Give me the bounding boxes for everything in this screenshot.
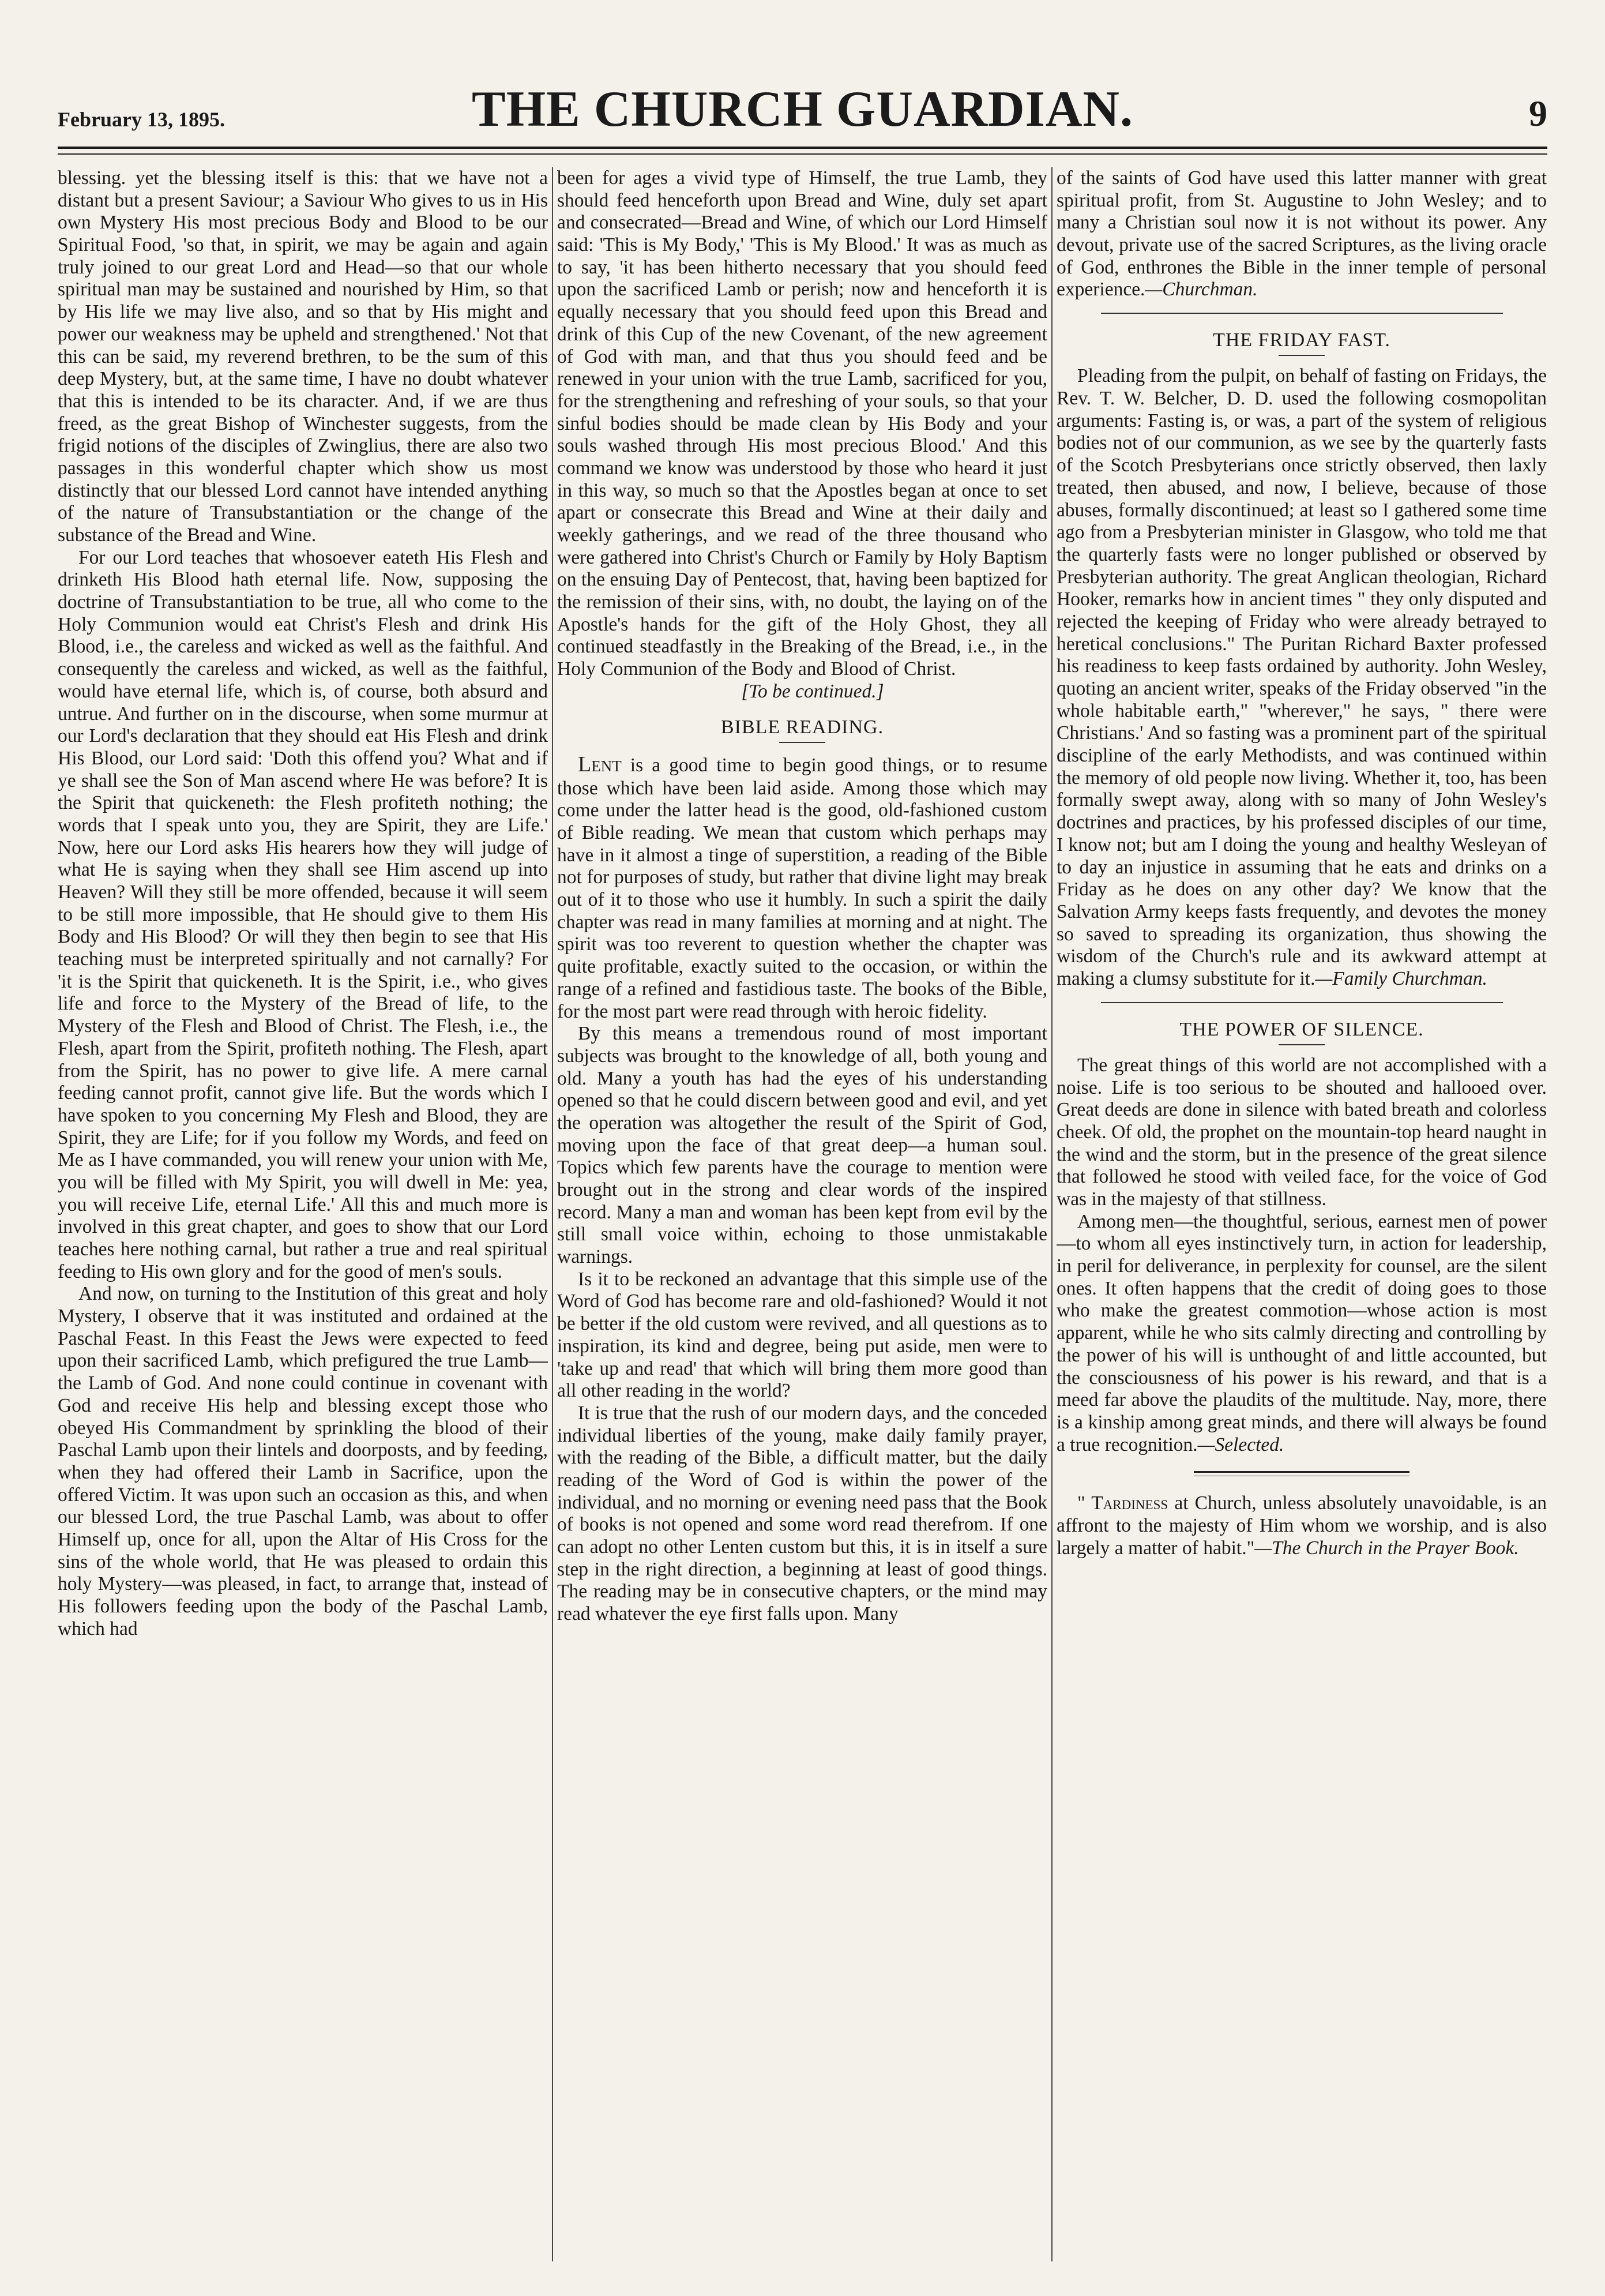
paragraph: Pleading from the pulpit, on behalf of fasting on Fridays, the Rev. T. W. Belcher, D. D. used the following cosmopolitan arguments: Fasting is, or was, a part of the system of religious bodies not of our communion, as we see by the quarterly fasts of the Scotch Presbyterians once strictly observed, then laxly treated, then abused, and now, I believe, because of those abuses, formally discontinued; at least so I gathered some time ago from a Presbyterian minister in Glasgow, who told me that the quarterly fasts were no longer published or observed by Presbyterian authority. The great Anglican theologian, Richard Hooker, remarks how in ancient times " they only disputed and rejected the keeping of Friday who were already betrayed to heretical conclusions." The Puritan Richard Baxter professed his readiness to keep fasts ordained by authority. John Wesley, quoting an ancient writer, speaks of the Friday observed "in the whole habitable earth," "wherever," he says, " there were Christians.' And so fasting was a prominent part of the spiritual discipline of the early Methodists, and was continued within the memory of old people now living. Whether it, too, has been formally swept away, along with so many of John Wesley's doctrines and practices, by his professed disciples of our time, I know not; but am I doing the young and healthy Wesleyan of to day an injustice in assuming that he eats and drinks on a Friday as he does on any other day? We know that the Salvation Army keeps fasts frequently, and devotes the money so saved to spreading its organization, thus showing the wisdom of the Church's rule and its awkward attempt at making a clumsy substitute for it. (1057, 365, 1547, 989)
column-divider (1047, 167, 1057, 2261)
double-rule (1194, 1471, 1409, 1476)
column-3 (1057, 167, 1547, 2261)
source-attribution: —Churchman. (1145, 279, 1258, 301)
paragraph: Is it to be reckoned an advantage that this simple use of the Word of God has become rare and old-fashioned? Would it not be better if the old custom were revived, and all questions as to inspiration, its kind and degree, being put aside, men were to 'take up and read' that which will bring them more good than all other reading in the world? (557, 1268, 1047, 1402)
paragraph: By this means a tremendous round of most important subjects was brought to the knowledge of all, both young and old. Many a youth has had the eyes of his understanding opened so that he could discern between good and evil, and yet the operation was altogether the result of the Spirit of God, moving upon the face of that great deep—a human soul. Topics which few parents have the courage to mention were brought out in the strong and clear words of the inspired record. Many a man and woman has been kept from evil by the still small voice within, echoing to those unmistakable warnings. (557, 1023, 1047, 1268)
section-title-friday-fast: THE FRIDAY FAST. (1213, 329, 1390, 351)
title-rule (779, 742, 825, 743)
newspaper-title: THE CHURCH GUARDIAN. (472, 81, 1133, 137)
paragraph: And now, on turning to the Institution of this great and holy Mystery, I observe that it was instituted and ordained at the Paschal Feast. In this Feast the Jews were expected to feed upon their sacrificed Lamb, which prefigured the true Lamb—the Lamb of God. And none could continue in covenant with God and receive His help and blessing except those who obeyed His Commandment by sprinkling the blood of their Paschal Lamb upon their lintels and doorposts, and by feeding, when they had offered their Lamb in Sacrifice, upon the offered Victim. It was upon such an occasion as this, and when our blessed Lord, the true Paschal Lamb, was about to offer Himself up, once for all, upon the Altar of His Cross for the sins of the whole world, that He was pleased to ordain this holy Mystery—was pleased, in fact, to arrange that, instead of His followers feeding upon the body of the Paschal Lamb, which had (58, 1283, 548, 1640)
source-attribution: —The Church in the Prayer Book. (1254, 1537, 1519, 1559)
masthead-rule-thin (58, 153, 1547, 155)
paragraph: at Church, unless absolutely unavoidable, is an affront to the majesty of Him whom we worship, and is also largely a matter of habit." (1057, 1492, 1547, 1559)
column-2 (557, 167, 1047, 2261)
title-rule (1279, 1044, 1325, 1045)
section-rule (1101, 1002, 1503, 1003)
paragraph: The great things of this world are not accomplished with a noise. Life is too serious to be shouted and hallooed over. Great deeds are done in silence with bated breath and colorless cheek. Of old, the prophet on the mountain-top heard naught in the wind and the storm, but in the presence of the great silence that followed he stood with veiled face, for the voice of God was in the majesty of that stillness. (1057, 1054, 1547, 1210)
section-title-power-of-silence: THE POWER OF SILENCE. (1179, 1018, 1424, 1040)
column-1 (58, 167, 548, 2261)
source-attribution: —Family Churchman. (1315, 967, 1487, 989)
page-number: 9 (1529, 93, 1547, 134)
paragraph: Among men—the thoughtful, serious, earnest men of power—to whom all eyes instinctively turn, in action for leadership, in peril for deliverance, in perplexity for counsel, are the silent ones. It often happens that the credit of doing goes to those who make the greatest commotion—whose action is most apparent, while he who sits calmly directing and controlling by the power of his will is unthought of and little accounted, but the consciousness of his power is his reward, and that is a meed far above the plaudits of the multitude. Nay, more, there is a kinship among great minds, and there will always be found a true recognition. (1057, 1210, 1547, 1455)
paragraph: of the saints of God have used this latter manner with great spiritual profit, from St. Augustine to John Wesley; and to many a Christian soul now it is not without its power. Any devout, private use of the sacred Scriptures, as the living oracle of God, enthrones the Bible in the inner temple of personal experience. (1057, 167, 1547, 301)
title-rule (1279, 355, 1325, 356)
masthead (58, 51, 1547, 155)
paragraph: is a good time to begin good things, or to resume those which have been laid aside. Among those which may come under the latter head is the good, old-fashioned custom of Bible reading. We mean that custom which perhaps may have in it almost a tinge of superstition, a reading of the Bible not for purposes of study, but rather that divine light may break out of it to those who use it humbly. In such a spirit the daily chapter was read in many families at morning and at night. The spirit was too reverent to question whether the chapter was quite profitable, exactly suited to the occasion, or within the range of a refined and fastidious taste. The books of the Bible, for the most part were read through with heroic fidelity. (557, 754, 1047, 1022)
lead-in-word: Lent (578, 752, 622, 776)
section-rule (1101, 313, 1503, 314)
column-divider (548, 167, 557, 2261)
lead-in-word: " Tardiness (1077, 1492, 1168, 1514)
article-columns (58, 167, 1547, 2261)
paragraph: blessing. yet the blessing itself is this: that we have not a distant but a present Saviour; a Saviour Who gives to us in His own Mystery His most precious Body and Blood to be our Spiritual Food, 'so that, in spirit, we may be again and again truly joined to our great Lord and Head—so that our whole spiritual man may be sustained and nourished by Him, so that by His life we may live also, and so that by His might and power our weakness may be upheld and strengthened.' Not that this can be said, my reverend brethren, to be the sum of this deep Mystery, but, at the same time, I have no doubt whatever that this is intended to be its character. And, if we are thus freed, as the great Bishop of Winchester suggests, from the frigid notions of the disciples of Zwinglius, there are also two passages in this wonderful chapter which show us most distinctly that our blessed Lord cannot have intended anything of the nature of Transubstantiation or the change of the substance of the Bread and Wine. (58, 167, 548, 546)
continued-note: [To be continued.] (741, 680, 884, 702)
paragraph: been for ages a vivid type of Himself, the true Lamb, they should feed henceforth upon Bread and Wine, duly set apart and consecrated—Bread and Wine, of which our Lord Himself said: 'This is My Body,' 'This is My Blood.' It was as much as to say, 'it has been hitherto necessary that you should feed upon the sacrificed Lamb or perish; now and henceforth it is equally necessary that you should feed upon this Bread and drink of this Cup of the new Covenant, of the new agreement of God with man, and that thus you should feed and be renewed in your union with the true Lamb, sacrificed for you, for the strengthening and refreshing of your souls, so that your sinful bodies should be made clean by His Body and your souls washed through His most precious Blood.' And this command we know was understood by those who heard it just in this way, so much so that the Apostles began at once to set apart or consecrate this Bread and Wine at their daily and weekly gatherings, and we read of the three thousand who were gathered into Christ's Church or Family by Holy Baptism on the ensuing Day of Pentecost, that, having been baptized for the remission of their sins, with, no doubt, the laying on of the Apostle's hands for the gift of the Holy Ghost, they all continued steadfastly in the Breaking of the Bread, i.e., in the Holy Communion of the Body and Blood of Christ. (557, 167, 1047, 680)
source-attribution: —Selected. (1197, 1434, 1284, 1455)
section-title-bible-reading: BIBLE READING. (720, 716, 884, 738)
issue-date: February 13, 1895. (58, 108, 225, 131)
paragraph: For our Lord teaches that whosoever eateth His Flesh and drinketh His Blood hath eternal life. Now, supposing the doctrine of Transubstantiation to be true, all who come to the Holy Communion would eat Christ's Flesh and drink His Blood, i.e., the careless and wicked as well as the faithful. And consequently the careless and wicked, as well as the faithful, would have eternal life, which is, of course, both absurd and untrue. And further on in the discourse, when some murmur at our Lord's declaration that they should eat His Flesh and drink His Blood, our Lord said: 'Doth this offend you? What and if ye shall see the Son of Man ascend where He was before? It is the Spirit that quickeneth: the Flesh profiteth nothing; the words that I speak unto you, they are Spirit, they are Life.' Now, here our Lord asks His hearers how they will judge of what He is saying when they shall see Him ascend up into Heaven? Will they still be more offended, because it will seem to be still more impossible, that He should give to them His Body and His Blood? Or will they then begin to see that His teaching must be interpreted spiritually and not carnally? For 'it is the Spirit that quickeneth. It is the Spirit, i.e., who gives life and force to the Mystery of the Bread of life, to the Mystery of the Flesh and Blood of Christ. The Flesh, i.e., the Flesh, apart from the Spirit, profiteth nothing. The Flesh, apart from the Spirit, has no power to give life. A mere carnal feeding cannot profit, cannot give life. But the words which I have spoken to you concerning My Flesh and Blood, they are Spirit, they are Life; for if you follow my Words, and feed on Me as I have commanded, you will renew your union with Me, you will be filled with My Spirit, you will dwell in Me: yea, you will receive Life, eternal Life.' All this and much more is involved in this great chapter, and goes to show that our Lord teaches here nothing carnal, but rather a true and real spiritual feeding to His own glory and for the good of men's souls. (58, 546, 548, 1282)
paragraph: It is true that the rush of our modern days, and the conceded individual liberties of the young, make daily family prayer, with the reading of the Bible, a difficult matter, but the daily reading of the Word of God is within the power of the individual, and no morning or evening need pass that the Book of books is not opened and some word read therefrom. If one can adopt no other Lenten custom but this, it is in itself a sure step in the right direction, a beginning at least of good things. The reading may be in consecutive chapters, or the mind may read whatever the eye first falls upon. Many (557, 1402, 1047, 1625)
masthead-rule (58, 147, 1547, 149)
